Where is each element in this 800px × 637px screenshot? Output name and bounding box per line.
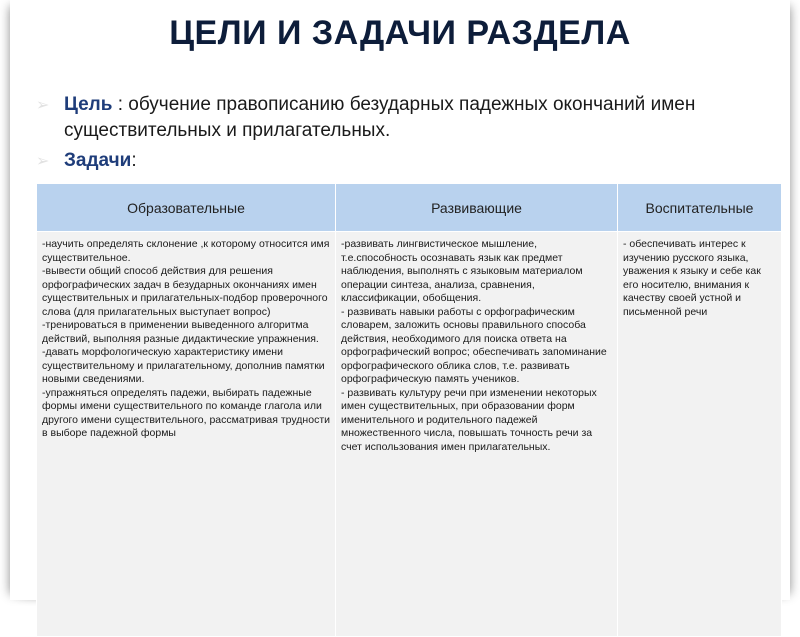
cell-developmental: -развивать лингвистическое мышление, т.е.способность осознавать язык как предмет наблюдения, выполнять с языковым материалом операции синтеза, анализа, сравнения, классификации, обобщения. - развивать навыки работы с орфографическим словарем, заложить основы правильного способа действия, необходимого для поиска ответа на орфографический вопрос; обеспечивать запоминание орфографического облика слов, т.е. развивать орфографическую память учеников. - развивать культуру речи при изменении некоторых имен существительных, при образовании форм именительного и родительного падежей множественного числа, повышать точность речи за счет использования имен прилагательных. bbox=[336, 232, 618, 637]
table-header-row bbox=[37, 184, 782, 232]
hollow-arrow-bullet-icon: ➢ bbox=[36, 153, 50, 170]
tasks-bullet bbox=[36, 148, 776, 174]
goal-text: : обучение правописанию безударных падежных окончаний имен существительных и прилагательных. bbox=[64, 94, 696, 141]
hollow-arrow-bullet-icon: ➢ bbox=[36, 97, 50, 114]
slide-title: ЦЕЛИ И ЗАДАЧИ РАЗДЕЛА bbox=[169, 14, 631, 52]
header-developmental: Развивающие bbox=[336, 184, 618, 232]
tasks-label: Задачи bbox=[64, 150, 132, 171]
bullet-list bbox=[36, 92, 776, 178]
header-upbringing: Воспитательные bbox=[618, 184, 782, 232]
goal-bullet bbox=[36, 92, 776, 144]
table-row bbox=[37, 232, 782, 637]
tasks-table bbox=[36, 183, 782, 637]
cell-educational: -научить определять склонение ,к которому относится имя существительное. -вывести общий способ действия для решения орфографических задач в безударных окончаниях имен существительных и прилагательных-подбор проверочного слова (для прилагательных выступает вопрос) -тренироваться в применении выведенного алгоритма действий, выполняя разные дидактические упражнения. -давать морфологическую характеристику имени существительному и прилагательному, дополнив памятки новыми сведениями. -упражняться определять падежи, выбирать падежные формы имени существительного по команде глагола или другого имени существительного, рассматривая трудности в выборе падежной формы bbox=[37, 232, 336, 637]
tasks-suffix: : bbox=[131, 150, 137, 171]
header-educational: Образовательные bbox=[37, 184, 336, 232]
cell-upbringing: - обеспечивать интерес к изучению русского языка, уважения к языку и себе как его носителю, внимания к качеству своей устной и письменной речи bbox=[618, 232, 782, 637]
goal-label: Цель bbox=[64, 94, 113, 115]
